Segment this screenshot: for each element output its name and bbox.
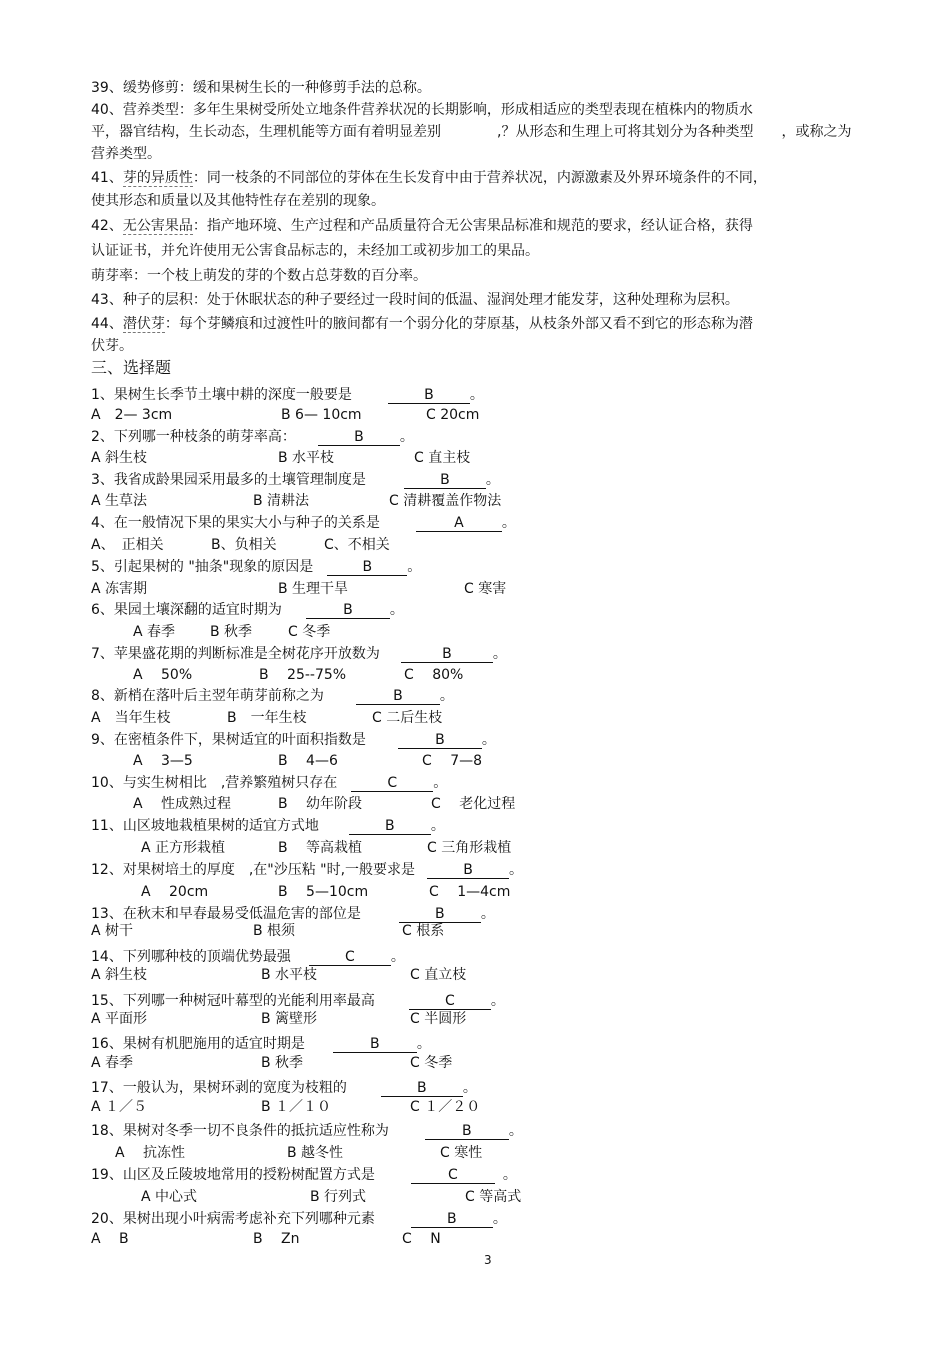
answer-19: C bbox=[411, 1167, 495, 1184]
text-span: 。 bbox=[480, 906, 495, 922]
option-item: A 性成熟过程 bbox=[133, 796, 232, 812]
question-6 bbox=[91, 601, 404, 619]
option-item: C 1—4cm bbox=[429, 884, 511, 900]
question-20 bbox=[91, 1210, 507, 1228]
option-item: C １／２０ bbox=[410, 1099, 481, 1115]
text-span: 营养类型 bbox=[122, 102, 179, 118]
text-span: 。 bbox=[469, 387, 484, 403]
text-span: 8、新梢在落叶后主翌年萌芽前称之为 bbox=[91, 688, 324, 704]
option-item: A 20cm bbox=[141, 884, 209, 900]
text-span: 20、果树出现小叶病需考虑补充下列哪种元素 bbox=[91, 1211, 375, 1227]
question-9 bbox=[91, 731, 496, 749]
answer-3: B bbox=[404, 472, 486, 489]
answer-8: B bbox=[356, 688, 440, 705]
text-span: 。 bbox=[439, 688, 454, 704]
text-span: 6、果园土壤深翻的适宜时期为 bbox=[91, 602, 282, 618]
text-span: 3、我省成龄果园采用最多的土壤管理制度是 bbox=[91, 472, 366, 488]
text-span: ：每个芽鳞痕和过渡性叶的腋间都有一个弱分化的芽原基，从枝条外部又看不到它的形态称为潜 bbox=[164, 316, 753, 332]
definition-43 bbox=[91, 291, 739, 309]
option-item: C 清耕覆盖作物法 bbox=[389, 493, 502, 509]
question-18 bbox=[91, 1122, 523, 1140]
option-item: C 二后生枝 bbox=[372, 710, 443, 726]
option-item: B 清耕法 bbox=[253, 493, 310, 509]
question-19 bbox=[91, 1166, 517, 1184]
option-item: C 80% bbox=[404, 667, 464, 683]
text-span: 。 bbox=[485, 472, 500, 488]
option-item: B 等高栽植 bbox=[278, 840, 363, 856]
definition-44 bbox=[91, 315, 753, 333]
text-span: 4、在一般情况下果的果实大小与种子的关系是 bbox=[91, 515, 380, 531]
text-span: 。 bbox=[481, 732, 496, 748]
option-item: A 春季 bbox=[91, 1055, 134, 1071]
question-10 bbox=[91, 774, 447, 792]
text-span: 15、下列哪一种树冠叶幕型的光能利用率最高 bbox=[91, 993, 375, 1009]
text-span: 40、 bbox=[91, 102, 123, 118]
text-span: ：同一枝条的不同部位的芽体在生长发育中由于营养状况，内源激素及外界环境条件的不同， bbox=[192, 170, 767, 186]
option-item: B 一年生枝 bbox=[227, 710, 307, 726]
text-span: 。 bbox=[490, 993, 505, 1009]
option-item: C 寒性 bbox=[440, 1145, 483, 1161]
option-item: B 6— 10cm bbox=[281, 407, 362, 423]
text-span: 。 bbox=[407, 559, 422, 575]
text-span: 18、果树对冬季一切不良条件的抵抗适应性称为 bbox=[91, 1123, 389, 1139]
answer-20: B bbox=[411, 1211, 493, 1228]
answer-2: B bbox=[318, 429, 400, 446]
answer-5: B bbox=[327, 559, 407, 576]
option-item: C 直立枝 bbox=[410, 967, 467, 983]
option-item: B 5—10cm bbox=[278, 884, 369, 900]
text-span: 无公害果品 bbox=[122, 218, 193, 234]
answer-4: A bbox=[416, 515, 502, 532]
question-4 bbox=[91, 514, 516, 532]
option-item: B 行列式 bbox=[310, 1189, 367, 1205]
text-span: 。 bbox=[492, 1211, 507, 1227]
option-item: B 25--75% bbox=[259, 667, 347, 683]
definition-42-cont: 认证证书，并允许使用无公害食品标志的，未经加工或初步加工的果品。 bbox=[91, 243, 539, 259]
text-span: 潜伏芽 bbox=[122, 316, 165, 332]
answer-15: C bbox=[409, 993, 491, 1010]
text-span: ：指产地环境、生产过程和产品质量符合无公害果品标准和规范的要求，经认证合格，获得 bbox=[192, 218, 753, 234]
text-span: 芽的异质性 bbox=[122, 170, 193, 186]
option-item: C 半圆形 bbox=[410, 1011, 467, 1027]
question-5 bbox=[91, 558, 421, 576]
text-span: 41、 bbox=[91, 170, 123, 186]
option-item: B 水平枝 bbox=[278, 450, 335, 466]
text-span: 14、下列哪种枝的顶端优势最强 bbox=[91, 949, 291, 965]
text-span: 7、苹果盛花期的判断标准是全树花序开放数为 bbox=[91, 646, 380, 662]
answer-6: B bbox=[306, 602, 390, 619]
answer-9: B bbox=[398, 732, 482, 749]
option-item: A、 正相关 bbox=[91, 537, 164, 553]
definition-40 bbox=[91, 101, 753, 119]
option-item: C 寒害 bbox=[464, 581, 507, 597]
text-span: 。 bbox=[502, 1167, 517, 1183]
option-item: B、负相关 bbox=[211, 537, 277, 553]
option-item: B 秋季 bbox=[261, 1055, 304, 1071]
option-item: A 斜生枝 bbox=[91, 450, 148, 466]
answer-16: B bbox=[333, 1036, 417, 1053]
answer-13: B bbox=[399, 906, 481, 923]
question-11 bbox=[91, 817, 445, 835]
option-item: B 4—6 bbox=[278, 753, 338, 769]
definition-40-cont-2: 营养类型。 bbox=[91, 146, 161, 162]
option-item: C 等高式 bbox=[465, 1189, 522, 1205]
question-15 bbox=[91, 992, 505, 1010]
text-span: 缓势修剪 bbox=[122, 80, 179, 96]
text-span: 42、 bbox=[91, 218, 123, 234]
option-item: A 中心式 bbox=[141, 1189, 198, 1205]
option-item: A 当年生枝 bbox=[91, 710, 171, 726]
question-3 bbox=[91, 471, 500, 489]
text-span: 2、下列哪一种枝条的萌芽率高： bbox=[91, 429, 296, 445]
text-span: 1、果树生长季节土壤中耕的深度一般要是 bbox=[91, 387, 352, 403]
text-span: ：缓和果树生长的一种修剪手法的总称。 bbox=[178, 80, 431, 96]
text-span: 19、山区及丘陵坡地常用的授粉树配置方式是 bbox=[91, 1167, 375, 1183]
text-span: ：处于休眠状态的种子要经过一段时间的低温、湿润处理才能发芽，这种处理称为层积。 bbox=[192, 292, 739, 308]
text-span: 。 bbox=[433, 775, 448, 791]
question-7 bbox=[91, 645, 507, 663]
option-item: A 2— 3cm bbox=[91, 407, 173, 423]
answer-11: B bbox=[349, 818, 431, 835]
option-item: C 冬季 bbox=[410, 1055, 453, 1071]
definition-41 bbox=[91, 169, 767, 187]
option-item: B 秋季 bbox=[210, 624, 253, 640]
page-number: 3 bbox=[484, 1253, 492, 1267]
option-item: A １／５ bbox=[91, 1099, 148, 1115]
option-item: C 冬季 bbox=[288, 624, 331, 640]
text-span: ：一个枝上萌发的芽的个数占总芽数的百分率。 bbox=[133, 268, 427, 284]
text-span: 12、对果树培土的厚度 ,在"沙压粘 "时,一般要求是 bbox=[91, 862, 416, 878]
text-span: 17、一般认为，果树环剥的宽度为枝粗的 bbox=[91, 1080, 347, 1096]
text-span: 39、 bbox=[91, 80, 123, 96]
text-span: 。 bbox=[389, 602, 404, 618]
text-span: 10、与实生树相比 ,营养繁殖树只存在 bbox=[91, 775, 338, 791]
option-item: A 平面形 bbox=[91, 1011, 148, 1027]
option-item: A B bbox=[91, 1231, 129, 1247]
option-item: A 正方形栽植 bbox=[141, 840, 226, 856]
text-span: 。 bbox=[462, 1080, 477, 1096]
option-item: B Zn bbox=[253, 1231, 300, 1247]
question-14 bbox=[91, 948, 405, 966]
option-item: C 直主枝 bbox=[414, 450, 471, 466]
section-title: 三、选择题 bbox=[91, 358, 172, 377]
option-item: B 生理干旱 bbox=[278, 581, 349, 597]
option-item: B 越冬性 bbox=[287, 1145, 344, 1161]
text-span: 13、在秋末和早春最易受低温危害的部位是 bbox=[91, 906, 361, 922]
text-span: 。 bbox=[508, 1123, 523, 1139]
question-12 bbox=[91, 861, 523, 879]
answer-14: C bbox=[309, 949, 391, 966]
question-1 bbox=[91, 386, 484, 404]
option-item: C 根系 bbox=[402, 923, 445, 939]
option-item: B 水平枝 bbox=[261, 967, 318, 983]
answer-17: B bbox=[381, 1080, 463, 1097]
question-8 bbox=[91, 687, 454, 705]
option-item: B １／１０ bbox=[261, 1099, 332, 1115]
text-span: 。 bbox=[390, 949, 405, 965]
text-span: ：多年生果树受所处立地条件营养状况的长期影响，形成相适应的类型表现在植株内的物质水 bbox=[178, 102, 753, 118]
text-span: 种子的层积 bbox=[122, 292, 193, 308]
option-item: A 3—5 bbox=[133, 753, 193, 769]
text-span: 。 bbox=[430, 818, 445, 834]
text-span: 。 bbox=[399, 429, 414, 445]
text-span: 16、果树有机肥施用的适宜时期是 bbox=[91, 1036, 305, 1052]
text-span: 44、 bbox=[91, 316, 123, 332]
option-item: A 50% bbox=[133, 667, 193, 683]
text-span: 。 bbox=[492, 646, 507, 662]
text-span: 11、山区坡地栽植果树的适宜方式地 bbox=[91, 818, 319, 834]
definition-42 bbox=[91, 217, 753, 235]
option-item: C 老化过程 bbox=[431, 796, 516, 812]
option-item: A 抗冻性 bbox=[115, 1145, 186, 1161]
option-item: B 根须 bbox=[253, 923, 296, 939]
option-item: B 幼年阶段 bbox=[278, 796, 363, 812]
option-item: C N bbox=[402, 1231, 441, 1247]
text-span: 萌芽率 bbox=[91, 268, 133, 284]
answer-12: B bbox=[427, 862, 509, 879]
option-item: B 篱壁形 bbox=[261, 1011, 318, 1027]
question-16 bbox=[91, 1035, 431, 1053]
question-13 bbox=[91, 905, 495, 923]
option-item: C、不相关 bbox=[324, 537, 390, 553]
option-item: A 冻害期 bbox=[91, 581, 148, 597]
answer-18: B bbox=[425, 1123, 509, 1140]
option-item: A 生草法 bbox=[91, 493, 148, 509]
option-item: A 斜生枝 bbox=[91, 967, 148, 983]
text-span: 9、在密植条件下，果树适宜的叶面积指数是 bbox=[91, 732, 366, 748]
text-span: 43、 bbox=[91, 292, 123, 308]
option-item: C 7—8 bbox=[422, 753, 483, 769]
option-item: A 树干 bbox=[91, 923, 134, 939]
option-item: C 20cm bbox=[426, 407, 480, 423]
text-span: 5、引起果树的 "抽条"现象的原因是 bbox=[91, 559, 314, 575]
definition-sprouting-rate bbox=[91, 267, 427, 285]
definition-40-cont-1: 平，器官结构，生长动态，生理机能等方面有着明显差别 ,？从形态和生理上可将其划分为各种类型 ，或称之为 bbox=[91, 124, 852, 140]
option-item: C 三角形栽植 bbox=[427, 840, 512, 856]
text-span: 。 bbox=[501, 515, 516, 531]
option-item: A 春季 bbox=[133, 624, 176, 640]
definition-41-cont: 使其形态和质量以及其他特性存在差别的现象。 bbox=[91, 193, 385, 209]
text-span: 。 bbox=[416, 1036, 431, 1052]
answer-10: C bbox=[351, 775, 433, 792]
answer-7: B bbox=[401, 646, 493, 663]
question-2 bbox=[91, 428, 414, 446]
answer-1: B bbox=[388, 387, 470, 404]
text-span: 。 bbox=[509, 862, 524, 878]
definition-39 bbox=[91, 79, 431, 97]
definition-44-cont: 伏芽。 bbox=[91, 338, 133, 354]
question-17 bbox=[91, 1079, 477, 1097]
